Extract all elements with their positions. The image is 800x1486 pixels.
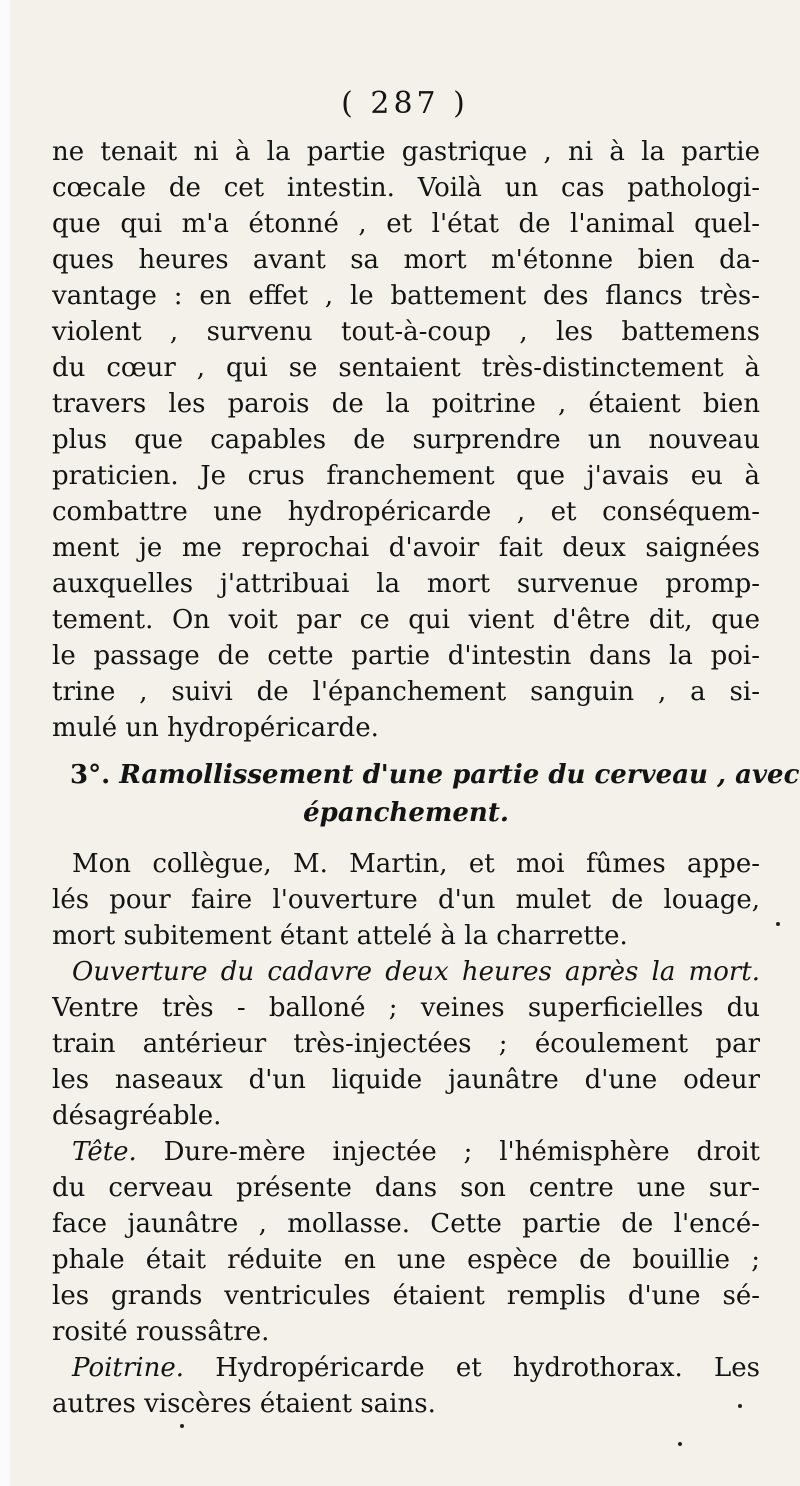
text-line: Ventre très - balloné ; veines superficielles du: [52, 993, 760, 1023]
text-line: que qui m'a étonné , et l'état de l'animal quel-: [52, 209, 760, 239]
text-line: [52, 954, 760, 990]
text-line: plus que capables de surprendre un nouveau: [52, 425, 760, 455]
text-line: les naseaux d'un liquide jaunâtre d'une odeur: [52, 1065, 760, 1095]
text-line: auxquelles j'attribuai la mort survenue promp-: [52, 569, 760, 599]
section-number: 3°.: [70, 760, 111, 790]
text-line: ques heures avant sa mort m'étonne bien da-: [52, 245, 760, 275]
text-line: train antérieur très-injectées ; écoulement par: [52, 1029, 760, 1059]
text-line: travers les parois de la poitrine , étaient bien: [52, 389, 760, 419]
paragraph: [52, 846, 760, 954]
text-line: le passage de cette partie d'intestin dans la poi-: [52, 641, 760, 671]
paragraph: [52, 1134, 760, 1350]
section-heading-line: [52, 756, 800, 794]
paragraph-continuation: [52, 134, 760, 746]
section-title: Ramollissement d'une partie du cerveau , avec: [119, 760, 800, 790]
scan-margin: [0, 0, 10, 1486]
paper-speck: [776, 922, 780, 926]
text-line: face jaunâtre , mollasse. Cette partie de l'encé-: [52, 1209, 760, 1239]
section-title-continuation: épanchement.: [303, 798, 509, 828]
text-line: du cœur , qui se sentaient très-distinctement à: [52, 353, 760, 383]
paragraph-lead: Ouverture du cadavre deux heures après la mort.: [72, 957, 760, 987]
paragraph-lead: Poitrine.: [72, 1353, 184, 1383]
paragraph-lead: Tête.: [72, 1137, 137, 1167]
paper-speck: [738, 1404, 742, 1408]
text-line: ne tenait ni à la partie gastrique , ni à la partie: [52, 137, 760, 167]
text-line: autres viscères étaient sains.: [52, 1389, 436, 1419]
paragraph-text: Hydropéricarde et hydrothorax. Les: [215, 1353, 760, 1383]
text-line: rosité roussâtre.: [52, 1317, 270, 1347]
paragraph-text: Dure-mère injectée ; l'hémisphère droit: [163, 1137, 760, 1167]
text-line: lés pour faire l'ouverture d'un mulet de louage,: [52, 885, 760, 915]
text-line: [52, 1134, 760, 1170]
paper-speck: [180, 1424, 184, 1428]
paragraph: [52, 1350, 760, 1422]
paragraph: [52, 954, 760, 1134]
text-line: trine , suivi de l'épanchement sanguin , a si-: [52, 677, 760, 707]
text-line: mulé un hydropéricarde.: [52, 713, 379, 743]
text-line: Mon collègue, M. Martin, et moi fûmes appe-: [72, 849, 760, 879]
text-line: vantage : en effet , le battement des flancs très-: [52, 281, 760, 311]
text-line: [52, 1350, 760, 1386]
section-heading: [52, 756, 800, 832]
text-line: praticien. Je crus franchement que j'avais eu à: [52, 461, 760, 491]
text-line: les grands ventricules étaient remplis d'une sé-: [52, 1281, 760, 1311]
text-line: mort subitement étant attelé à la charrette.: [52, 921, 628, 951]
text-line: phale était réduite en une espèce de bouillie ;: [52, 1245, 760, 1275]
book-page: [10, 0, 800, 1486]
text-line: ment je me reprochai d'avoir fait deux saignées: [52, 533, 760, 563]
page-number: ( 287 ): [341, 86, 469, 121]
paper-speck: [678, 1442, 682, 1446]
text-line: du cerveau présente dans son centre une sur-: [52, 1173, 760, 1203]
text-line: désagréable.: [52, 1101, 222, 1131]
text-line: cœcale de cet intestin. Voilà un cas pathologi-: [52, 173, 760, 203]
text-line: tement. On voit par ce qui vient d'être dit, que: [52, 605, 760, 635]
text-line: violent , survenu tout-à-coup , les battemens: [52, 317, 760, 347]
text-line: combattre une hydropéricarde , et conséquem-: [52, 497, 760, 527]
